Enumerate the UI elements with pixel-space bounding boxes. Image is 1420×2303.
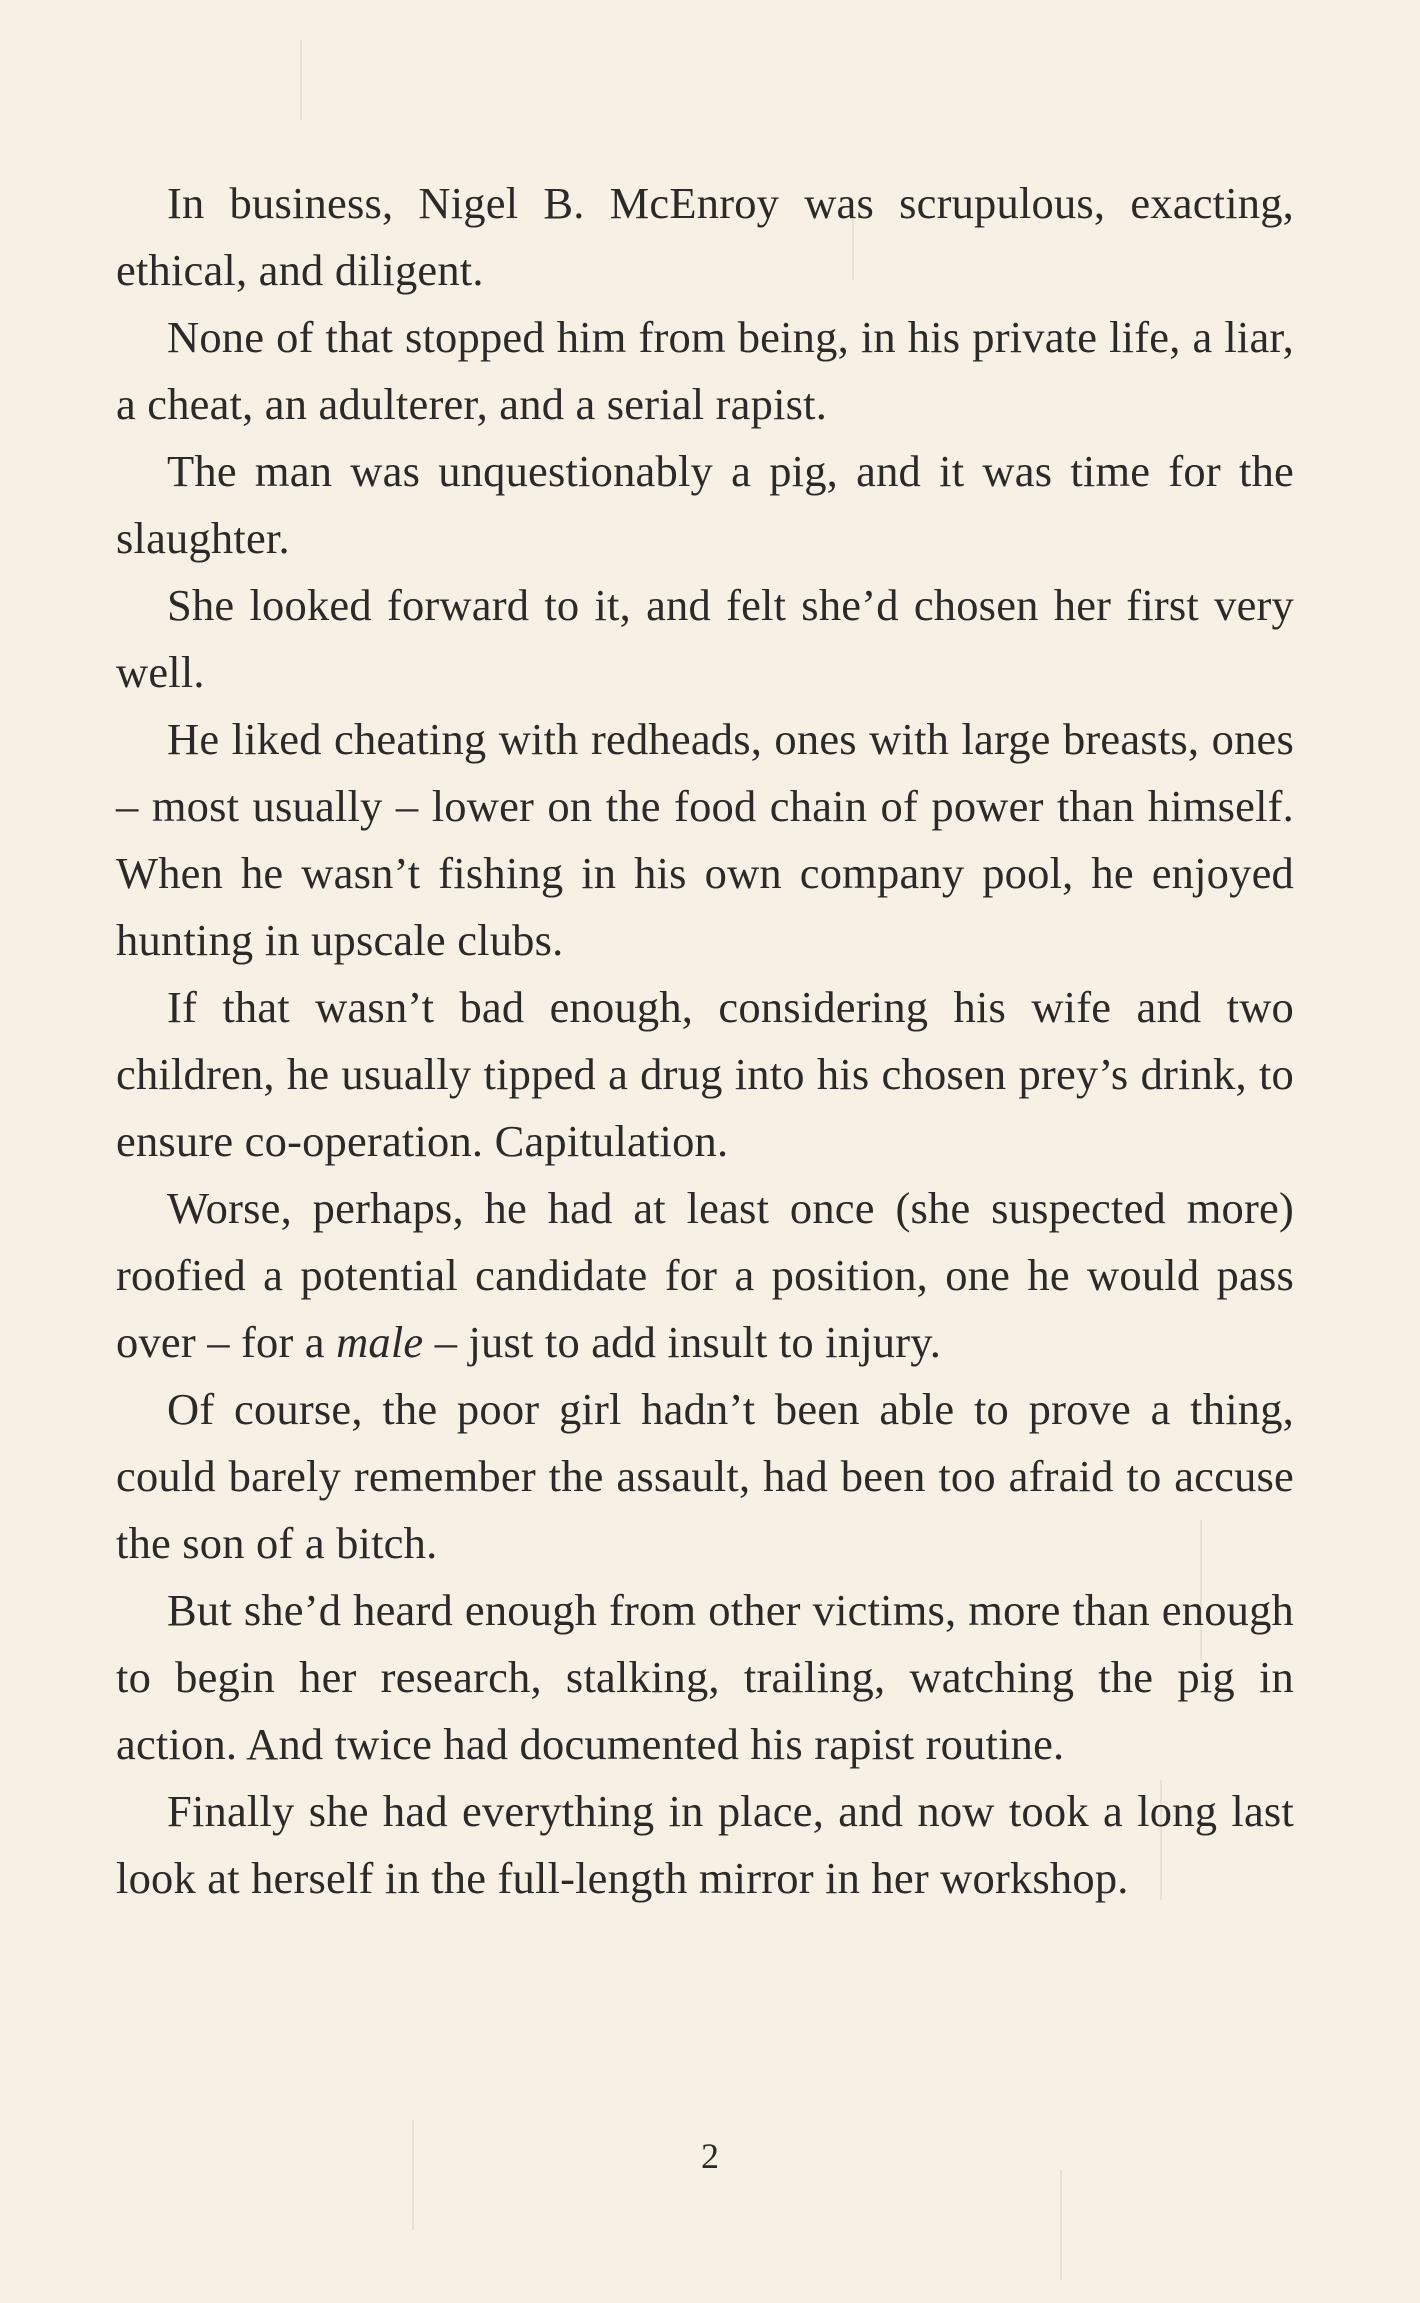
paragraph [116,1175,1294,1376]
paragraph: He liked cheating with redheads, ones with large breasts, ones – most usually – lower on the food chain of power than himself. When he wasn’t fishing in his own company pool, he enjoyed hunting in upscale clubs. [116,714,1294,965]
emphasized-word: male [336,1317,424,1367]
paragraph-text: – just to add insult to injury. [423,1317,942,1367]
scan-artifact-line [1060,2170,1062,2280]
paragraph: She looked forward to it, and felt she’d chosen her first very well. [116,580,1294,697]
paragraph: None of that stopped him from being, in his private life, a liar, a cheat, an adulterer, and a serial rapist. [116,312,1294,429]
paragraph: In business, Nigel B. McEnroy was scrupulous, exacting, ethical, and diligent. [116,178,1294,295]
scan-artifact-line [300,40,302,120]
paragraph: But she’d heard enough from other victims, more than enough to begin her research, stalking, trailing, watching the pig in action. And twice had documented his rapist routine. [116,1585,1294,1769]
body-text [116,170,1294,1912]
page-number: 2 [701,2136,719,2176]
paragraph: Finally she had everything in place, and now took a long last look at herself in the full-length mirror in her workshop. [116,1786,1294,1903]
paragraph-text: Worse, perhaps, he had at least once (she suspected more) roofied a potential candidate for a position, one he would pass over – for a [116,1183,1294,1367]
paragraph: The man was unquestionably a pig, and it was time for the slaughter. [116,446,1294,563]
paragraph: Of course, the poor girl hadn’t been able to prove a thing, could barely remember the assault, had been too afraid to accuse the son of a bitch. [116,1384,1294,1568]
paragraph: If that wasn’t bad enough, considering his wife and two children, he usually tipped a drug into his chosen prey’s drink, to ensure co-operation. Capitulation. [116,982,1294,1166]
